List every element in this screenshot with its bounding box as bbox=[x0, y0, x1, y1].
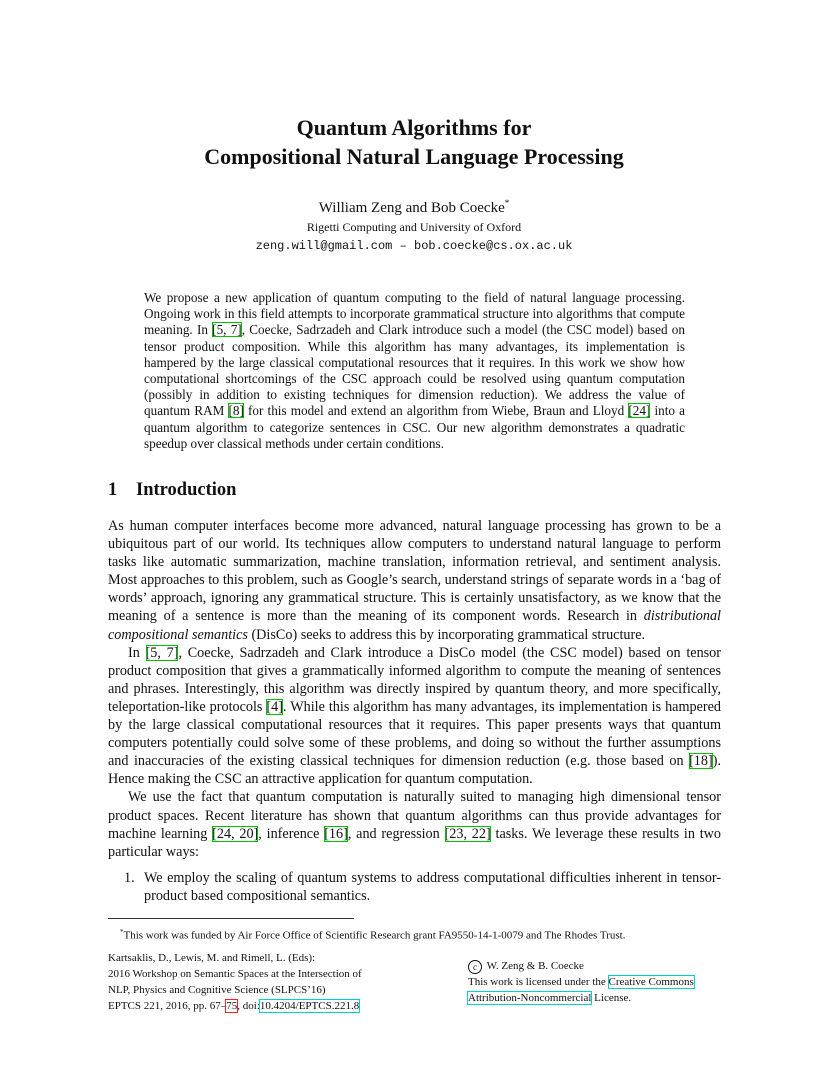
copyright-holders: W. Zeng & B. Coecke bbox=[486, 960, 584, 972]
license-text: This work is licensed under the bbox=[468, 976, 609, 988]
paragraph-text: , Coecke, Sadrzadeh and Clark introduce a DisCo model (the CSC model) based on tensor product composition that gives a grammatically informed algorithm to compute the meaning of sentences and phrases. Interestingly, this algorithm was directly inspired by quantum theory, and more specifically, teleportation-like protocols bbox=[108, 644, 721, 715]
list-item bbox=[108, 869, 721, 905]
section-body bbox=[108, 517, 721, 905]
paragraph-text: . While this algorithm has many advantages, its implementation is hampered by the large classical computational resources that it requires. This paper presents ways that quantum computers potentially could solve some of these problems, and doing so without the further assumptions and inaccuracies of the existing classical techniques for dimension reduction (e.g. those based on bbox=[108, 698, 721, 770]
author-list bbox=[0, 198, 828, 217]
license-line bbox=[468, 974, 728, 990]
footnote bbox=[108, 925, 721, 943]
section-title: Introduction bbox=[136, 480, 237, 500]
section-number: 1 bbox=[108, 480, 118, 500]
author-emails: zeng.will@gmail.com – bob.coecke@cs.ox.ac.uk bbox=[255, 239, 573, 253]
pubinfo-text: EPTCS 221, 2016, pp. 67– bbox=[108, 1000, 227, 1012]
abstract-text: into a quantum algorithm to categorize sentences in CSC. Our new algorithm demonstrates a quadratic speedup over classical methods under certain conditions. bbox=[144, 403, 685, 451]
last-page-link[interactable]: 75 bbox=[226, 1000, 238, 1012]
pubinfo-line: NLP, Physics and Cognitive Science (SLPCS’16) bbox=[108, 984, 326, 996]
emphasized-term: distributional compositional semantics bbox=[108, 608, 721, 643]
publication-info bbox=[108, 950, 408, 1014]
abstract-text: for this model and extend an algorithm from Wiebe, Braun and Lloyd bbox=[243, 403, 629, 419]
footnote-text: This work was funded by Air Force Office of Scientific Research grant FA9550-14-1-0079 and The Rhodes Trust. bbox=[123, 929, 626, 942]
paragraph-text: , and regression bbox=[347, 825, 445, 842]
copyright-icon: c bbox=[468, 960, 482, 974]
pubinfo-line bbox=[108, 998, 408, 1014]
paragraph-text: In bbox=[128, 644, 146, 661]
citation-link[interactable]: [5, 7] bbox=[212, 322, 242, 338]
paragraph bbox=[108, 644, 721, 789]
author-footnote-mark[interactable]: * bbox=[504, 198, 510, 208]
authors-text: William Zeng and Bob Coecke bbox=[318, 200, 505, 216]
title-line-1: Quantum Algorithms for bbox=[296, 115, 532, 140]
citation-link[interactable]: [24] bbox=[628, 403, 651, 419]
paragraph bbox=[108, 517, 721, 644]
paragraph-text: tasks. We leverage these results in two particular ways: bbox=[108, 825, 722, 860]
license-type-link[interactable]: Attribution-Noncommercial bbox=[468, 992, 592, 1004]
list-item-text: We employ the scaling of quantum systems to address computational difficulties inherent in tensor-product based compositional semantics. bbox=[144, 869, 721, 904]
footnote-divider bbox=[108, 918, 354, 919]
paper-title bbox=[0, 113, 828, 171]
citation-link[interactable]: [18] bbox=[689, 753, 713, 770]
abstract-text: We propose a new application of quantum computing to the field of natural language processing. Ongoing work in this field attempts to incorporate grammatical structure into algorithms that compute meaning. In bbox=[144, 290, 685, 338]
license-line bbox=[468, 990, 728, 1006]
footnote-mark: * bbox=[120, 928, 124, 936]
paragraph-text: , inference bbox=[258, 825, 325, 842]
pubinfo-line: 2016 Workshop on Semantic Spaces at the Intersection of bbox=[108, 968, 362, 980]
doi-link[interactable]: 10.4204/EPTCS.221.8 bbox=[259, 1000, 360, 1012]
citation-link[interactable]: [23, 22] bbox=[444, 825, 491, 842]
abstract-text: , Coecke, Sadrzadeh and Clark introduce such a model (the CSC model) based on tensor product composition. While this algorithm has many advantages, its implementation is hampered by the large classical computational resources that it requires. In this work we show how computational shortcomings of the CSC approach could be resolved using quantum computation (possibly in addition to existing techniques for dimension reduction). We address the value of quantum RAM bbox=[144, 322, 685, 419]
license-block bbox=[468, 958, 728, 1006]
section-heading bbox=[108, 480, 236, 501]
paragraph-text: We use the fact that quantum computation is naturally suited to managing high dimensional tensor product spaces. Recent literature has shown that quantum algorithms can thus provide advantages for machine learning bbox=[108, 789, 721, 842]
abstract bbox=[144, 290, 685, 452]
citation-link[interactable]: [4] bbox=[266, 698, 283, 715]
paragraph-text: ). Hence making the CSC an attractive application for quantum computation. bbox=[108, 753, 721, 788]
license-text: License. bbox=[591, 992, 632, 1004]
paragraph-text: As human computer interfaces become more advanced, natural language processing has grown to be a ubiquitous part of our world. Its techniques allow computers to understand natural language to perform tasks like automatic summarization, machine translation, information retrieval, and sentiment analysis. Most approaches to this problem, such as Google’s search, understand strings of separate words in a ‘bag of words’ approach, ignoring any grammatical structure. This is certainly unsatisfactory, as we know that the meaning of a sentence is more than the meaning of its component words. Research in bbox=[108, 518, 721, 625]
citation-link[interactable]: [16] bbox=[324, 825, 348, 842]
pubinfo-text: , doi: bbox=[237, 1000, 260, 1012]
list-marker: 1. bbox=[124, 869, 135, 886]
paragraph-text: (DisCo) seeks to address this by incorporating grammatical structure. bbox=[247, 626, 646, 643]
creative-commons-link[interactable]: Creative Commons bbox=[608, 976, 694, 988]
title-line-2: Compositional Natural Language Processing bbox=[204, 144, 624, 169]
citation-link[interactable]: [5, 7] bbox=[145, 644, 179, 661]
pubinfo-line: Kartsaklis, D., Lewis, M. and Rimell, L. (Eds): bbox=[108, 952, 316, 964]
citation-link[interactable]: [24, 20] bbox=[212, 825, 259, 842]
paragraph bbox=[108, 788, 721, 860]
copyright-line bbox=[468, 958, 728, 974]
affiliation: Rigetti Computing and University of Oxford bbox=[306, 220, 522, 234]
citation-link[interactable]: [8] bbox=[228, 403, 244, 419]
